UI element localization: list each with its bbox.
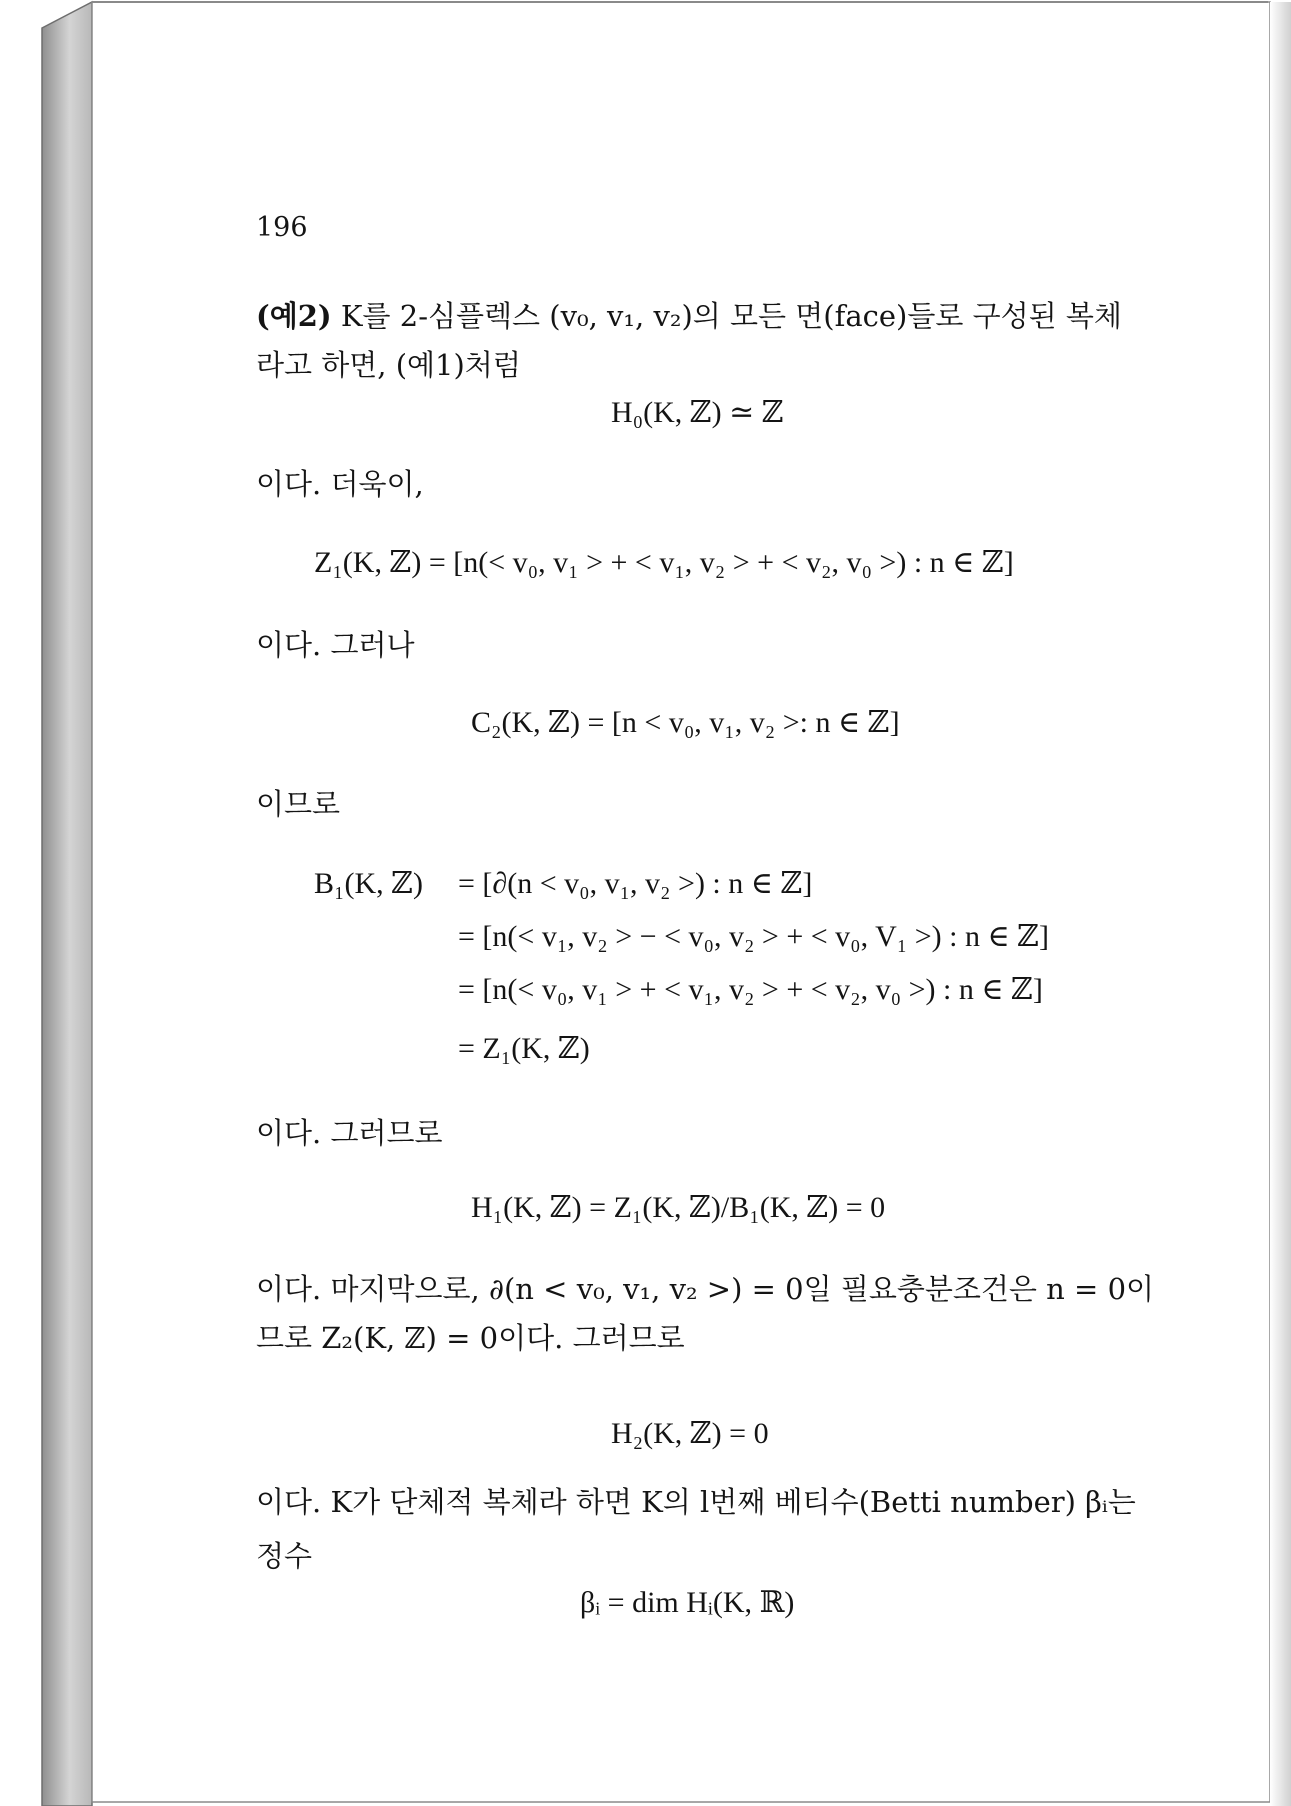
page-number: 196 xyxy=(256,212,308,243)
equation: C₂(K, ℤ) = [n < v₀, v₁, v₂ >: n ∈ ℤ] xyxy=(471,706,900,739)
equation-step: = [n(< v₁, v₂ > − < v₀, v₂ > + < v₀, V₁ >) : n ∈ ℤ] xyxy=(458,920,1050,953)
text-line xyxy=(256,298,1122,334)
equation: Z₁(K, ℤ) = [n(< v₀, v₁ > + < v₁, v₂ > + < v₂, v₀ >) : n ∈ ℤ] xyxy=(314,546,1014,579)
text-line: 이므로 xyxy=(256,787,341,821)
text-line: 정수 xyxy=(256,1539,313,1573)
text-line: 이다. 그러나 xyxy=(256,628,415,662)
text-line: 이다. 그러므로 xyxy=(256,1116,443,1150)
example-label: (예2) xyxy=(256,299,332,333)
equation-lhs: B₁(K, ℤ) xyxy=(314,867,424,900)
equation: H₁(K, ℤ) = Z₁(K, ℤ)/B₁(K, ℤ) = 0 xyxy=(471,1191,886,1224)
text-line: 라고 하면, (예1)처럼 xyxy=(256,348,521,382)
text-line: 이다. 마지막으로, ∂(n < v₀, v₁, v₂ >) = 0일 필요충분조건은 n = 0이 xyxy=(256,1272,1155,1306)
text-line: 이다. K가 단체적 복체라 하면 K의 l번째 베티수(Betti number) βᵢ는 xyxy=(256,1485,1136,1519)
equation-step: = Z₁(K, ℤ) xyxy=(458,1032,590,1065)
equation: βᵢ = dim Hᵢ(K, ℝ) xyxy=(580,1586,795,1619)
equation-step: = [n(< v₀, v₁ > + < v₁, v₂ > + < v₂, v₀ >) : n ∈ ℤ] xyxy=(458,973,1043,1006)
text-line: 이다. 더욱이, xyxy=(256,467,424,501)
equation: H₂(K, ℤ) = 0 xyxy=(611,1417,769,1450)
example-text: K를 2-심플렉스 (v₀, v₁, v₂)의 모든 면(face)들로 구성된 복체 xyxy=(331,299,1122,333)
equation-step: = [∂(n < v₀, v₁, v₂ >) : n ∈ ℤ] xyxy=(458,867,813,900)
text-line: 므로 Z₂(K, ℤ) = 0이다. 그러므로 xyxy=(256,1321,685,1355)
equation: H₀(K, ℤ) ≃ ℤ xyxy=(611,396,784,429)
